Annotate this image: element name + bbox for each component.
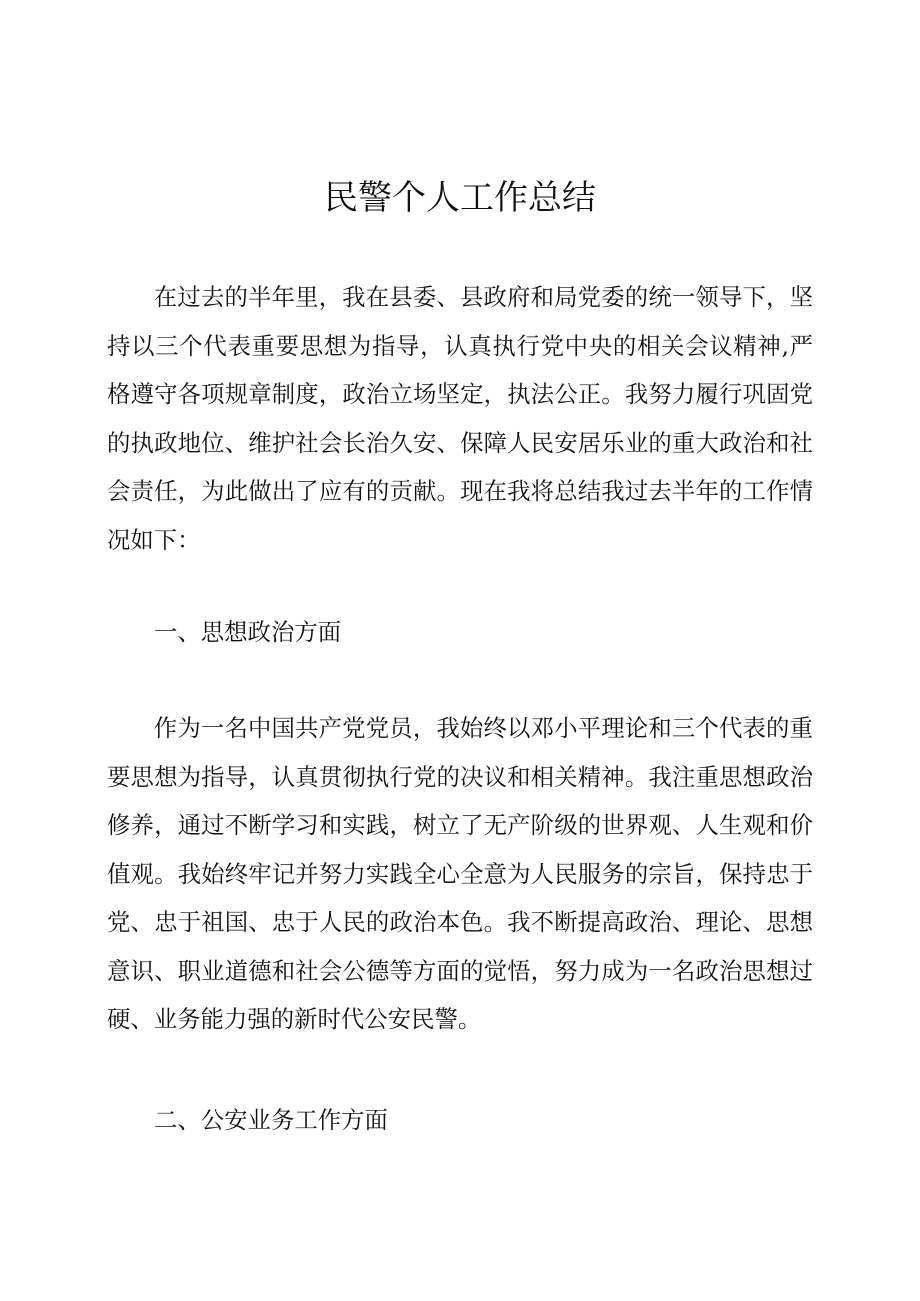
section-body-ideology: 作为一名中国共产党党员，我始终以邓小平理论和三个代表的重要思想为指导，认真贯彻执行党的决议和相关精神。我注重思想政治修养，通过不断学习和实践，树立了无产阶级的世界观、人生观和价值观。我始终牢记并努力实践全心全意为人民服务的宗旨，保持忠于党、忠于祖国、忠于人民的政治本色。我不断提高政治、理论、思想意识、职业道德和社会公德等方面的觉悟，努力成为一名政治思想过硬、业务能力强的新时代公安民警。 [107, 714, 813, 1033]
section-heading-ideology: 一、思想政治方面 [154, 618, 342, 646]
intro-paragraph: 在过去的半年里，我在县委、县政府和局党委的统一领导下，坚持以三个代表重要思想为指导，认真执行党中央的相关会议精神,严格遵守各项规章制度，政治立场坚定，执法公正。我努力履行巩固党的执政地位、维护社会长治久安、保障人民安居乐业的重大政治和社会责任，为此做出了应有的贡献。现在我将总结我过去半年的工作情况如下： [107, 283, 813, 554]
document-title: 民警个人工作总结 [324, 178, 596, 218]
section-heading-police-work: 二、公安业务工作方面 [154, 1106, 388, 1134]
